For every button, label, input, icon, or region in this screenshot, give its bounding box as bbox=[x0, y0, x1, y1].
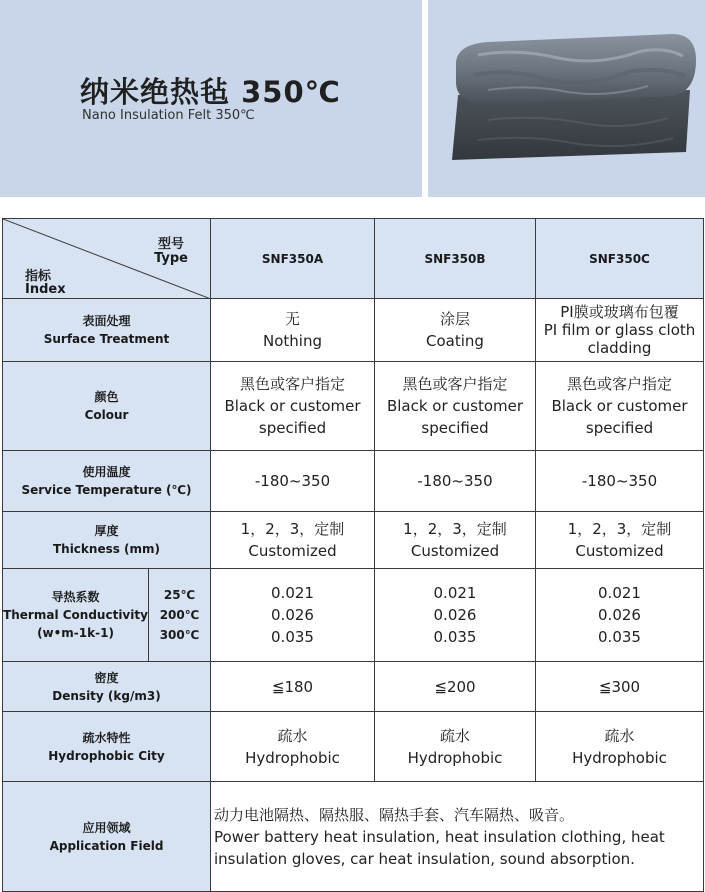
density-value: ≦180 bbox=[211, 662, 375, 712]
conductivity-value: 0.021 0.026 0.035 bbox=[211, 569, 375, 662]
index-label-cn: 指标 bbox=[25, 269, 52, 284]
colour-value: 黑色或客户指定 Black or customer specified bbox=[211, 362, 375, 451]
conductivity-value: 0.021 0.026 0.035 bbox=[536, 569, 704, 662]
model-header: SNF350C bbox=[536, 219, 704, 299]
thickness-value: 1，2，3，定制 Customized bbox=[211, 512, 375, 569]
density-label: 密度 Density (kg/m3) bbox=[3, 662, 211, 712]
application-value: 动力电池隔热、隔热服、隔热手套、汽车隔热、吸音。 Power battery heat insulation, heat insulation clothing, heat insulation gloves, car heat insulation, sound absorption. bbox=[211, 782, 704, 892]
hydrophobic-value: 疏水 Hydrophobic bbox=[536, 712, 704, 782]
surface-value: PI膜或玻璃布包覆 PI film or glass cloth cladding bbox=[536, 299, 704, 362]
type-label-cn: 型号 bbox=[157, 237, 184, 252]
conductivity-temperatures: 25℃ 200℃ 300℃ bbox=[149, 569, 211, 662]
title-panel bbox=[0, 0, 422, 197]
hydrophobic-row bbox=[3, 712, 704, 782]
hydrophobic-value: 疏水 Hydrophobic bbox=[211, 712, 375, 782]
hydrophobic-label: 疏水特性 Hydrophobic City bbox=[3, 712, 211, 782]
index-label-en: Index bbox=[25, 282, 66, 297]
thickness-row bbox=[3, 512, 704, 569]
thickness-value: 1，2，3，定制 Customized bbox=[375, 512, 536, 569]
surface-value: 涂层 Coating bbox=[375, 299, 536, 362]
hydrophobic-value: 疏水 Hydrophobic bbox=[375, 712, 536, 782]
model-header: SNF350B bbox=[375, 219, 536, 299]
surface-label: 表面处理 Surface Treatment bbox=[3, 299, 211, 362]
surface-row bbox=[3, 299, 704, 362]
temperature-value: -180~350 bbox=[536, 451, 704, 512]
colour-row bbox=[3, 362, 704, 451]
conductivity-label: 导热系数 Thermal Conductivity (w•m-1k-1) bbox=[3, 569, 149, 662]
felt-roll-illustration bbox=[428, 0, 705, 197]
thickness-value: 1，2，3，定制 Customized bbox=[536, 512, 704, 569]
density-value: ≦200 bbox=[375, 662, 536, 712]
colour-value: 黑色或客户指定 Black or customer specified bbox=[536, 362, 704, 451]
conductivity-value: 0.021 0.026 0.035 bbox=[375, 569, 536, 662]
header-banner bbox=[0, 0, 705, 200]
colour-label: 颜色 Colour bbox=[3, 362, 211, 451]
temperature-value: -180~350 bbox=[211, 451, 375, 512]
temperature-value: -180~350 bbox=[375, 451, 536, 512]
density-row bbox=[3, 662, 704, 712]
temperature-label: 使用温度 Service Temperature (℃) bbox=[3, 451, 211, 512]
table-header-row bbox=[3, 219, 704, 299]
application-label: 应用领域 Application Field bbox=[3, 782, 211, 892]
product-title-cn: 纳米绝热毡 350℃ bbox=[80, 75, 341, 109]
specification-table bbox=[2, 218, 704, 892]
product-title-en: Nano Insulation Felt 350℃ bbox=[82, 108, 255, 123]
colour-value: 黑色或客户指定 Black or customer specified bbox=[375, 362, 536, 451]
application-row bbox=[3, 782, 704, 892]
temperature-row bbox=[3, 451, 704, 512]
density-value: ≦300 bbox=[536, 662, 704, 712]
thickness-label: 厚度 Thickness (mm) bbox=[3, 512, 211, 569]
product-photo bbox=[428, 0, 705, 197]
surface-value: 无 Nothing bbox=[211, 299, 375, 362]
type-label-en: Type bbox=[154, 251, 188, 266]
model-header: SNF350A bbox=[211, 219, 375, 299]
corner-cell bbox=[3, 219, 211, 299]
conductivity-row bbox=[3, 569, 704, 662]
